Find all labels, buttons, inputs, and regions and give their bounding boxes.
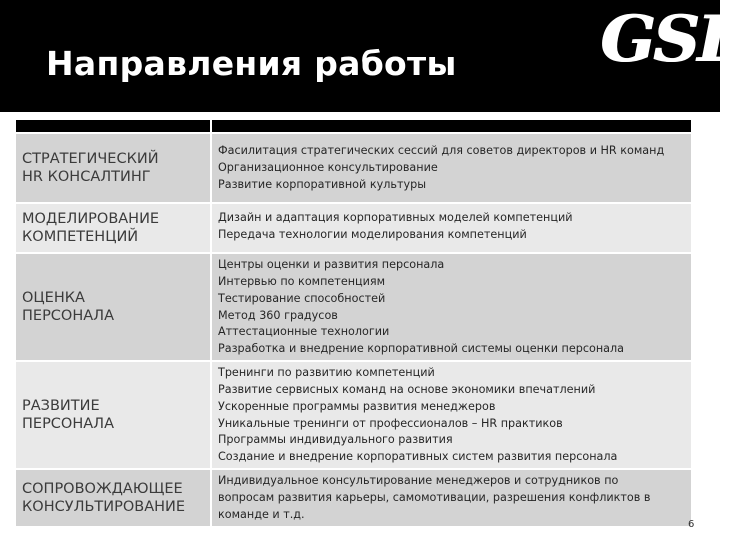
slide-title: Направления работы: [46, 44, 457, 83]
row-items: [212, 204, 691, 252]
table-header-row: [16, 120, 691, 134]
list-item: Интервью по компетенциям: [218, 275, 386, 289]
header-cell-left: [16, 120, 212, 132]
list-item: Центры оценки и развития персонала: [218, 258, 445, 272]
row-heading-line: ПЕРСОНАЛА: [22, 416, 114, 432]
row-items: [212, 134, 691, 202]
row-heading-line: ОЦЕНКА: [22, 290, 85, 306]
table-row: [16, 362, 691, 470]
header-cell-right: [212, 120, 691, 132]
table-row: [16, 134, 691, 204]
row-items: [212, 254, 691, 360]
list-item: Уникальные тренинги от профессионалов – HR практиков: [218, 416, 563, 430]
list-item: Дизайн и адаптация корпоративных моделей компетенций: [218, 211, 573, 224]
row-heading: [16, 470, 212, 526]
row-heading: [16, 362, 212, 468]
list-item: Разработка и внедрение корпоративной системы оценки персонала: [218, 341, 625, 355]
services-table: [16, 120, 691, 528]
row-heading-line: ПЕРСОНАЛА: [22, 308, 114, 324]
row-heading-line: РАЗВИТИЕ: [22, 398, 100, 414]
row-items: [212, 362, 691, 468]
list-item: Программы индивидуального развития: [218, 433, 453, 447]
list-item: Фасилитация стратегических сессий для советов директоров и HR команд: [218, 144, 665, 158]
row-heading: [16, 254, 212, 360]
list-item: Создание и внедрение корпоративных систем развития персонала: [218, 449, 618, 463]
table-row: [16, 204, 691, 254]
list-item: Развитие сервисных команд на основе экономики впечатлений: [218, 383, 596, 397]
table-row: [16, 470, 691, 528]
list-item: Индивидуальное консультирование менеджеров и сотрудников по: [218, 474, 619, 488]
row-heading-line: МОДЕЛИРОВАНИЕ: [22, 211, 160, 227]
row-heading-line: СОПРОВОЖДАЮЩЕЕ: [22, 481, 183, 497]
row-heading-line: СТРАТЕГИЧЕСКИЙ: [22, 151, 159, 167]
list-item: Передача технологии моделирования компетенций: [218, 227, 527, 241]
list-item: вопросам развития карьеры, самомотивации, разрешения конфликтов в: [218, 491, 651, 505]
row-heading-line: КОМПЕТЕНЦИЙ: [22, 229, 139, 245]
row-heading: [16, 204, 212, 252]
list-item: Аттестационные технологии: [218, 325, 390, 339]
page-number: 6: [688, 519, 695, 530]
row-heading-line: HR КОНСАЛТИНГ: [22, 169, 151, 185]
row-items: [212, 470, 691, 526]
slide-header: [0, 0, 740, 112]
gsl-logo: GSL: [600, 2, 740, 77]
list-item: Развитие корпоративной культуры: [218, 177, 427, 191]
list-item: команде и т.д.: [218, 507, 305, 521]
list-item: Тестирование способностей: [218, 291, 386, 305]
list-item: Ускоренные программы развития менеджеров: [218, 399, 496, 413]
row-heading-line: КОНСУЛЬТИРОВАНИЕ: [22, 499, 186, 515]
list-item: Организационное консультирование: [218, 161, 438, 175]
table-row: [16, 254, 691, 362]
list-item: Тренинги по развитию компетенций: [218, 366, 435, 380]
list-item: Метод 360 градусов: [218, 308, 338, 322]
row-heading: [16, 134, 212, 202]
